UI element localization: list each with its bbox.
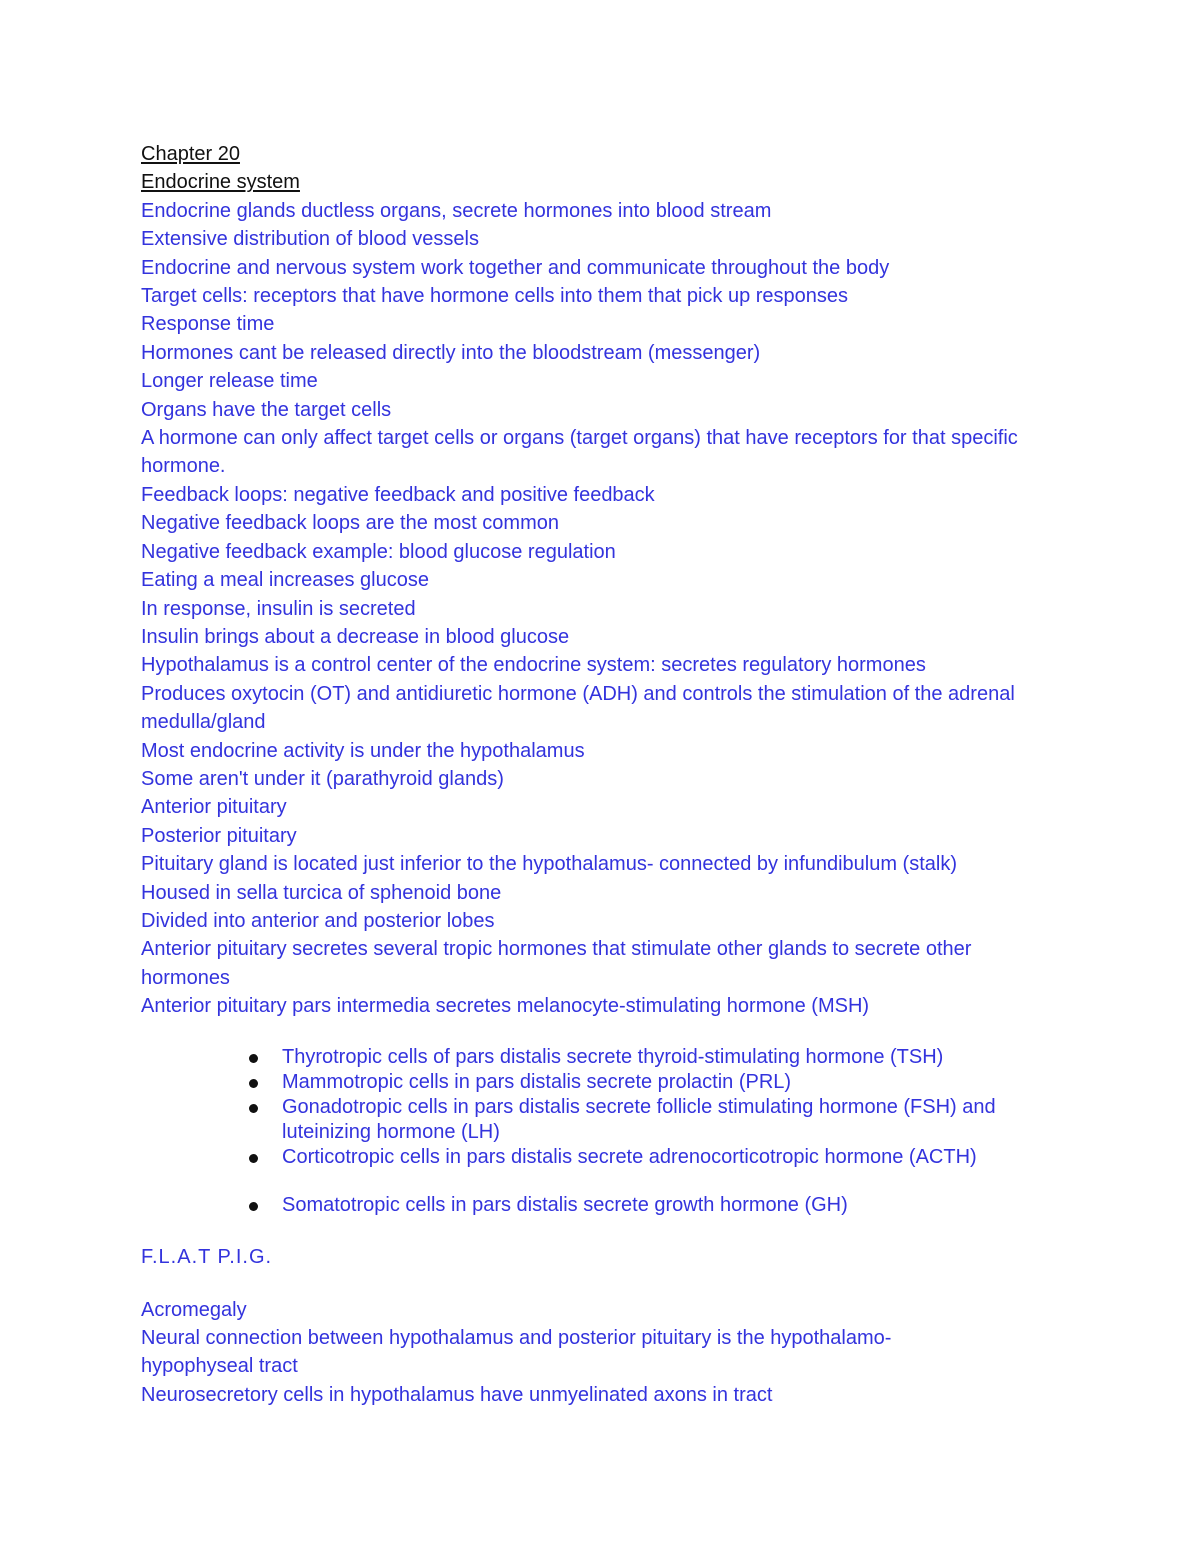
- text-line: Insulin brings about a decrease in blood glucose: [141, 625, 570, 648]
- mnemonic-text: F.L.A.T P.I.G.: [141, 1245, 273, 1268]
- text-line: Eating a meal increases glucose: [141, 569, 429, 592]
- list-item: [141, 1193, 1200, 1218]
- list-item-text: Gonadotropic cells in pars distalis secrete follicle stimulating hormone (FSH) and luteinizing hormone (LH): [282, 1095, 996, 1143]
- bullet-icon: [249, 1104, 258, 1113]
- text-line: Anterior pituitary: [141, 796, 287, 819]
- text-line: Negative feedback loops are the most common: [141, 512, 559, 535]
- text-line: Some aren't under it (parathyroid glands): [141, 767, 504, 790]
- bullet-icon: [249, 1202, 258, 1211]
- list-item-text: Thyrotropic cells of pars distalis secrete thyroid-stimulating hormone (TSH): [282, 1045, 944, 1068]
- text-line: Housed in sella turcica of sphenoid bone: [141, 881, 502, 904]
- list-item-text: Corticotropic cells in pars distalis secrete adrenocorticotropic hormone (ACTH): [282, 1145, 977, 1168]
- chapter-title: Chapter 20: [141, 143, 240, 165]
- text-line: Hormones cant be released directly into the bloodstream (messenger): [141, 341, 761, 364]
- bullet-icon: [249, 1154, 258, 1163]
- list-item-text: Somatotropic cells in pars distalis secrete growth hormone (GH): [282, 1193, 848, 1216]
- text-line: Pituitary gland is located just inferior to the hypothalamus- connected by infundibulum (stalk): [141, 853, 957, 876]
- text-line: Acromegaly: [141, 1298, 247, 1321]
- text-line: Feedback loops: negative feedback and positive feedback: [141, 483, 655, 506]
- text-line: Endocrine glands ductless organs, secrete hormones into blood stream: [141, 199, 772, 222]
- text-line: Negative feedback example: blood glucose regulation: [141, 540, 616, 563]
- text-line: Hypothalamus is a control center of the endocrine system: secretes regulatory hormones: [141, 654, 926, 677]
- list-item: [141, 1070, 1200, 1095]
- list-item: [141, 1095, 1200, 1145]
- text-line: Produces oxytocin (OT) and antidiuretic hormone (ADH) and controls the stimulation of the adrenal medulla/gland: [141, 682, 1015, 734]
- document-body: [141, 140, 1081, 1409]
- section-title: Endocrine system: [141, 171, 300, 194]
- text-line: Most endocrine activity is under the hypothalamus: [141, 739, 585, 762]
- closing-section: [141, 1296, 1081, 1410]
- text-line: Anterior pituitary secretes several tropic hormones that stimulate other glands to secrete other hormones: [141, 938, 972, 989]
- text-line: Divided into anterior and posterior lobes: [141, 909, 495, 932]
- list-item: [141, 1145, 1200, 1170]
- text-line: Extensive distribution of blood vessels: [141, 228, 479, 251]
- text-line: Neurosecretory cells in hypothalamus have unmyelinated axons in tract: [141, 1383, 773, 1406]
- text-line: Posterior pituitary: [141, 824, 297, 847]
- text-line: A hormone can only affect target cells or organs (target organs) that have receptors for that specific hormone.: [141, 427, 1018, 478]
- bullet-icon: [249, 1054, 258, 1063]
- text-line: Longer release time: [141, 370, 318, 393]
- text-line: Anterior pituitary pars intermedia secretes melanocyte-stimulating hormone (MSH): [141, 995, 870, 1018]
- bullet-icon: [249, 1079, 258, 1088]
- list-item: [141, 1045, 1200, 1070]
- text-line: In response, insulin is secreted: [141, 597, 416, 620]
- text-line: Endocrine and nervous system work together and communicate throughout the body: [141, 256, 890, 279]
- text-line: Neural connection between hypothalamus and posterior pituitary is the hypothalamo-hypophyseal tract: [141, 1327, 892, 1378]
- hormone-bullet-list: [0, 1045, 1200, 1218]
- list-item-text: Mammotropic cells in pars distalis secrete prolactin (PRL): [282, 1070, 792, 1093]
- text-line: Target cells: receptors that have hormone cells into them that pick up responses: [141, 285, 849, 308]
- text-line: Response time: [141, 313, 275, 336]
- text-line: Organs have the target cells: [141, 398, 392, 421]
